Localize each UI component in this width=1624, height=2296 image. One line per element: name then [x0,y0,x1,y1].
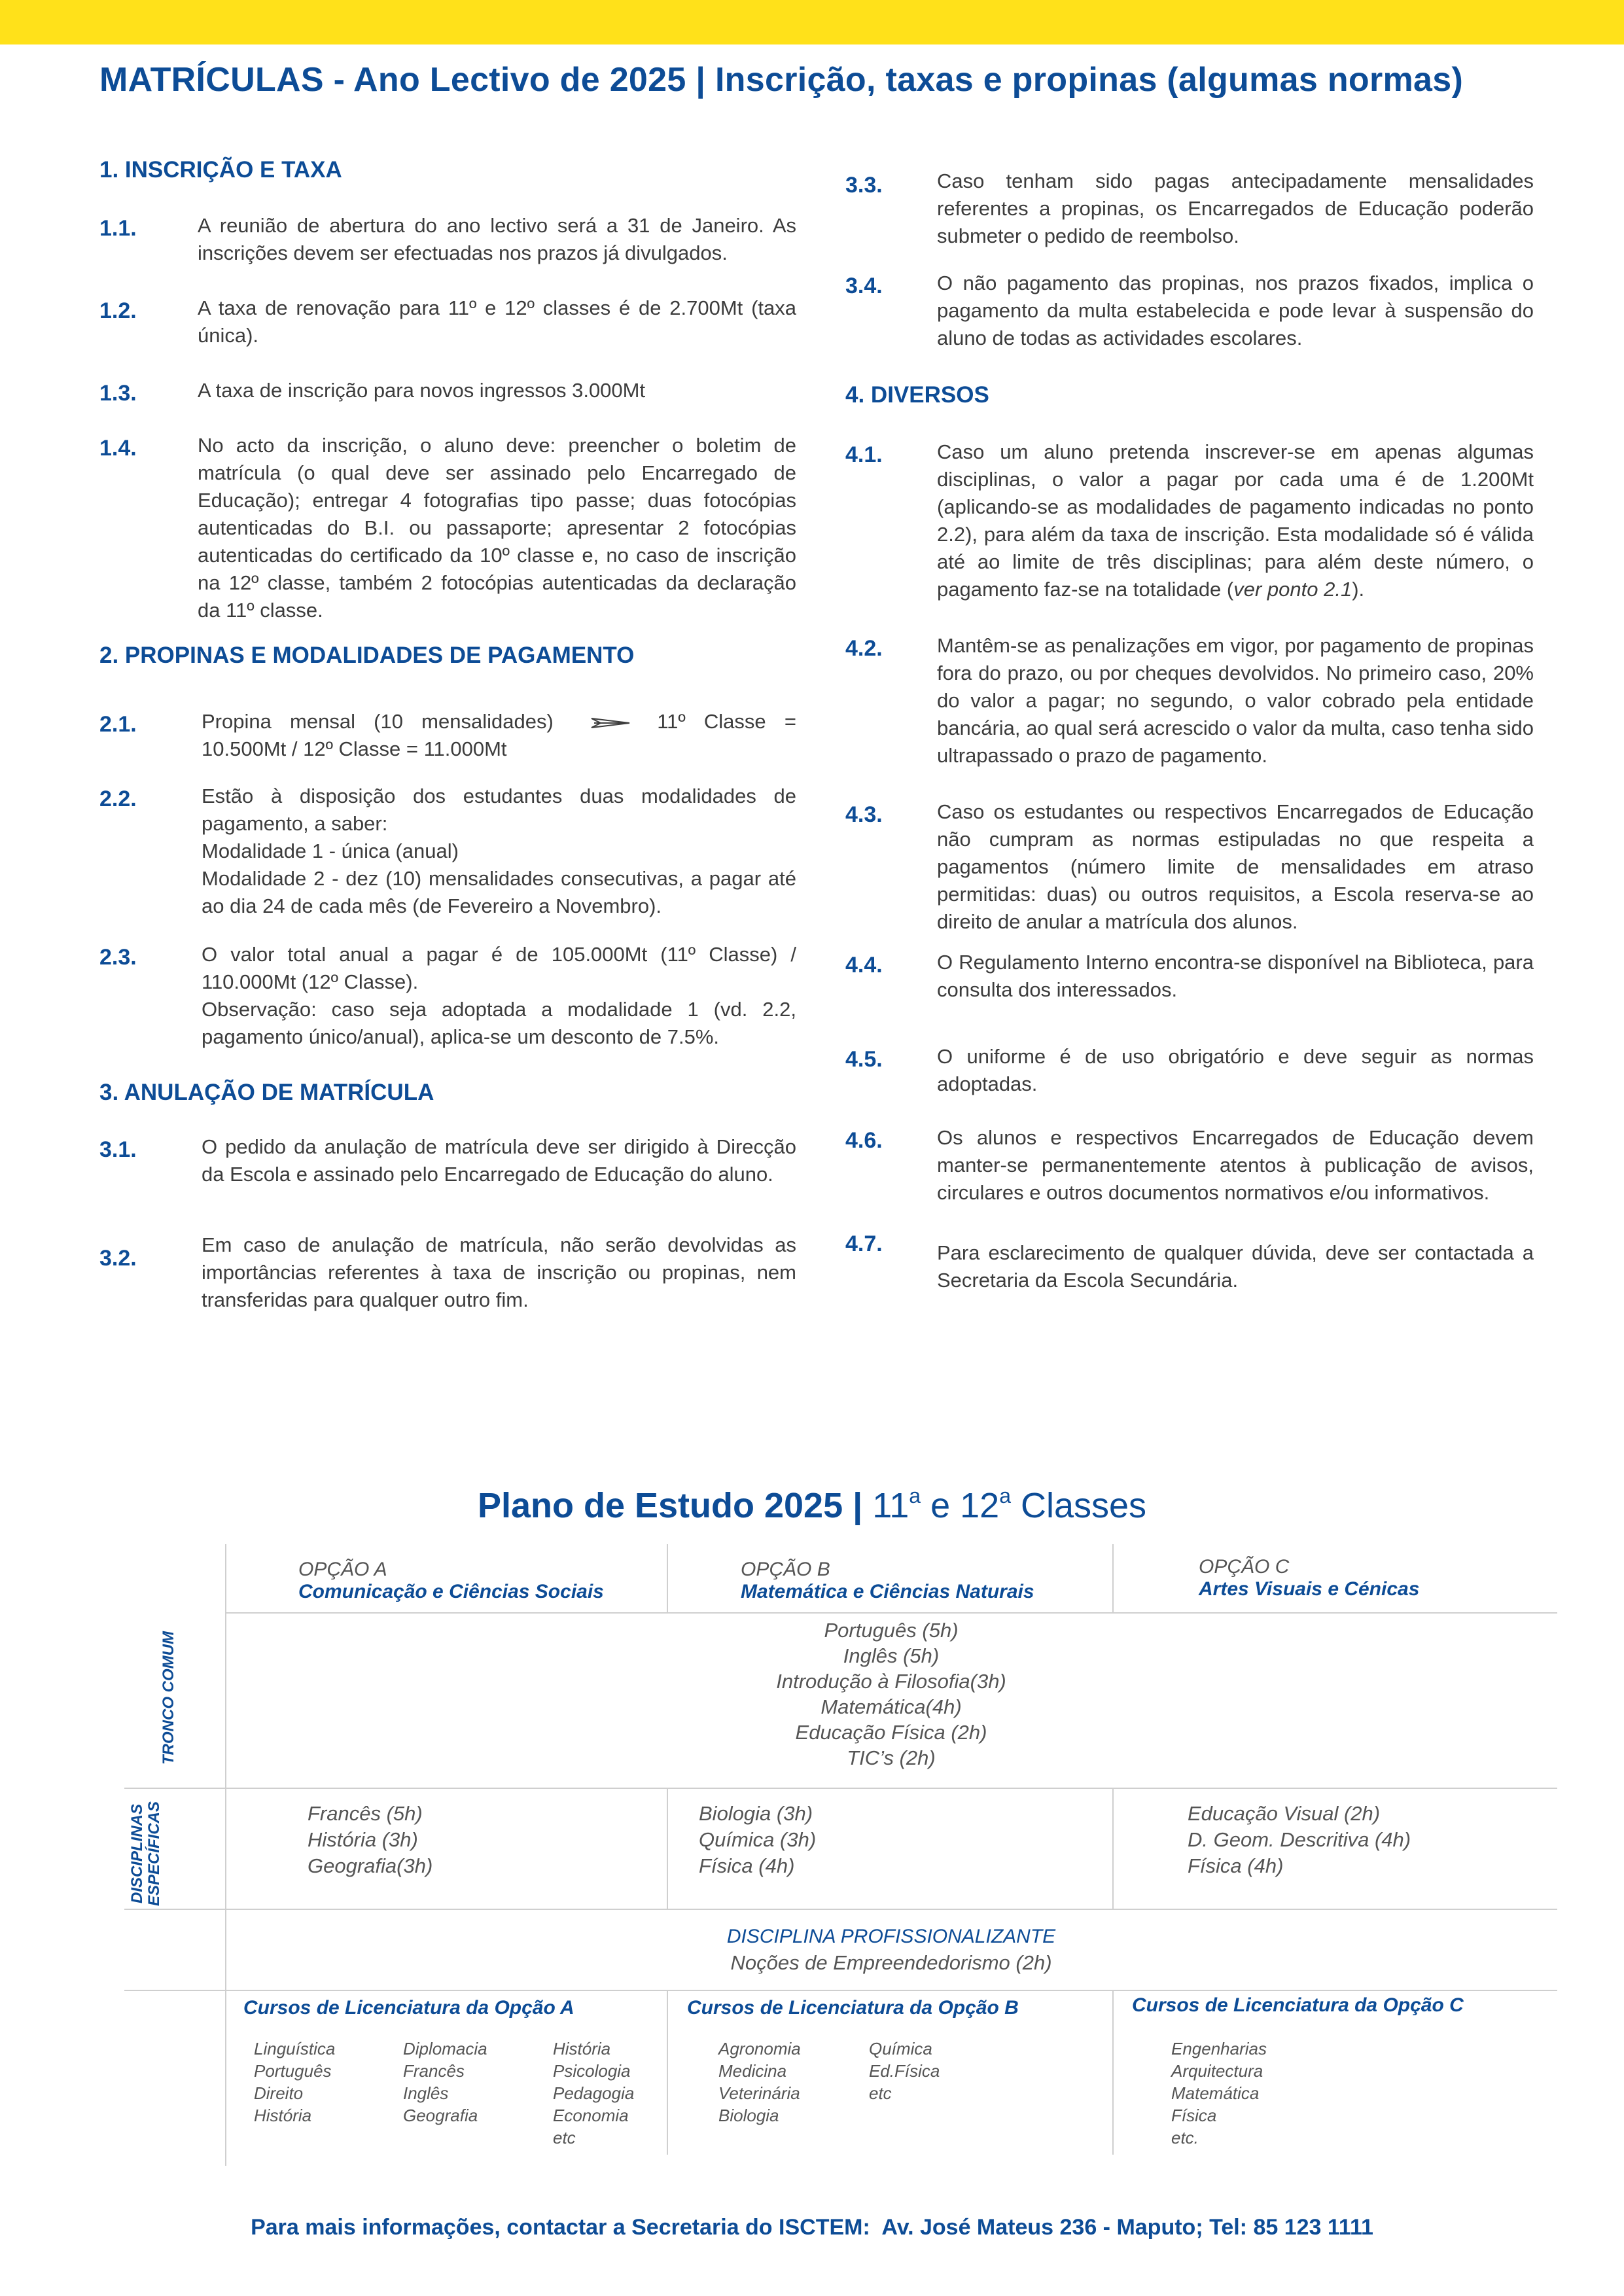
item-text: Caso um aluno pretenda inscrever-se em apenas algumas disciplinas, o valor a pagar por cada uma é de 1.200Mt (aplicando-se as modalidades de pagamento indicadas no ponto 2.2), para além da taxa de inscrição. Esta modalidade só é válida até ao limite de três disciplinas; para além deste número, o pagamento faz-se na totalidade ( [937,440,1534,601]
subject: Educação Visual (2h) [1188,1802,1381,1825]
item-text: A taxa de renovação para 11º e 12º classes é de 2.700Mt (taxa única). [198,296,796,347]
courses-a-col-2 [403,2038,487,2127]
prof-subject: Noções de Empreendedorismo (2h) [730,1951,1052,1974]
item-text: O pedido da anulação de matrícula deve ser dirigido à Direcção da Escola e assinado pelo Encarregado de Educação do aluno. [202,1135,796,1186]
subject: Biologia (3h) [699,1802,813,1825]
plan-title [0,1485,1624,1526]
item-4-2 [845,632,1534,769]
course: Economia [553,2106,629,2125]
subject: Inglês (5h) [843,1644,940,1667]
item-text-b: 11º Classe = 10.500Mt / 12º Classe = 11.000Mt [202,710,796,760]
item-text: Para esclarecimento de qualquer dúvida, deve ser contactada a Secretaria da Escola Secundária. [937,1241,1534,1292]
course: Direito [254,2083,304,2103]
plan-title-sep: | [843,1486,873,1525]
grid-line [667,1544,668,1612]
item-text: Caso tenham sido pagas antecipadamente mensalidades referentes a propinas, os Encarregados de Educação poderão submeter o pedido de reembolso. [937,169,1534,247]
item-text: O Regulamento Interno encontra-se disponível na Biblioteca, para consulta dos interessados. [937,951,1534,1001]
course: Veterinária [718,2083,800,2103]
course: Agronomia [718,2039,801,2058]
course: Medicina [718,2061,787,2081]
item-number: 3.4. [845,274,883,298]
course: Geografia [403,2106,478,2125]
item-text: O uniforme é de uso obrigatório e deve seguir as normas adoptadas. [937,1045,1534,1095]
item-number: 4.3. [845,802,883,827]
item-1-2 [99,294,796,349]
course: Física [1171,2106,1217,2125]
item-4-3 [845,798,1534,936]
course: Biologia [718,2106,779,2125]
plan-title-sup-1: a [909,1484,921,1508]
courses-a-title: Cursos de Licenciatura da Opção A [243,1997,574,2019]
item-4-7 [845,1231,1534,1294]
course: Arquitectura [1171,2061,1263,2081]
course: Linguística [254,2039,336,2058]
item-text: Em caso de anulação de matrícula, não serão devolvidas as importâncias referentes à taxa de inscrição ou propinas, nem transferidas para qualquer outro fim. [202,1233,796,1311]
option-name: Artes Visuais e Cénicas [1199,1578,1420,1600]
course: Inglês [403,2083,449,2103]
item-text-a: Propina mensal (10 mensalidades) [202,710,554,733]
item-line-2: Modalidade 1 - única (anual) [202,839,459,862]
item-2-1 [99,708,796,763]
item-2-3 [99,941,796,1051]
item-1-1 [99,212,796,267]
item-text: Caso os estudantes ou respectivos Encarregados de Educação não cumpram as normas estipuladas no que respeita a pagamentos (número limite de mensalidades em atraso permitidas: duas) ou outros requisitos, a Escola reserva-se ao direito de anular a matrícula dos alunos. [937,800,1534,933]
label-line-2: ESPECÍFICAS [145,1801,163,1907]
item-number: 4.5. [845,1047,883,1072]
option-a-header [298,1559,604,1603]
item-number: 4.7. [845,1231,883,1256]
item-number: 4.2. [845,636,883,661]
plan-title-bold: Plano de Estudo 2025 [477,1486,843,1525]
courses-a-col-3 [553,2038,634,2149]
course: etc [869,2083,892,2103]
grid-line [124,1990,1557,1991]
item-text: Mantêm-se as penalizações em vigor, por pagamento de propinas fora do prazo, ou por cheques devolvidos. No primeiro caso, 20% do valor a pagar; no segundo, o valor cobrado pela entidade bancária, ao qual será acrescido o valor da multa, caso tenha sido ultrapassado o prazo de pagamento. [937,634,1534,767]
option-label: OPÇÃO A [298,1559,387,1580]
courses-c-title: Cursos de Licenciatura da Opção C [1132,1994,1464,2016]
item-4-6 [845,1124,1534,1207]
course: Engenharias [1171,2039,1267,2058]
course: Pedagogia [553,2083,635,2103]
item-line-2: Observação: caso seja adoptada a modalidade 1 (vd. 2.2, pagamento único/anual), aplica-se um desconto de 7.5%. [202,998,796,1048]
course: Diplomacia [403,2039,487,2058]
item-line-3: Modalidade 2 - dez (10) mensalidades consecutivas, a pagar até ao dia 24 de cada mês (de Fevereiro a Novembro). [202,867,796,917]
section-heading-4: 4. DIVERSOS [845,382,989,408]
plan-title-classes: Classes [1011,1486,1147,1525]
grid-line [124,1909,1557,1910]
item-text: O não pagamento das propinas, nos prazos fixados, implica o pagamento da multa estabelecida e pode levar à suspensão do aluno de todas as actividades escolares. [937,272,1534,349]
course: História [254,2106,312,2125]
item-text: O valor total anual a pagar é de 105.000Mt (11º Classe) / 110.000Mt (12º Classe). [202,943,796,993]
grid-line [667,1789,668,1909]
item-4-4 [845,949,1534,1004]
item-3-2 [99,1231,796,1314]
item-number: 1.3. [99,381,137,406]
plan-title-class-12: e 12 [921,1486,1000,1525]
item-number: 4.1. [845,442,883,467]
section-heading-2: 2. PROPINAS E MODALIDADES DE PAGAMENTO [99,643,635,668]
disciplinas-especificas-label [129,1795,166,1913]
subject: Educação Física (2h) [795,1721,987,1744]
subject: TIC’s (2h) [847,1746,936,1769]
subject: Física (4h) [699,1854,795,1877]
subject: Português (5h) [824,1619,959,1642]
grid-line [1112,1991,1114,2155]
subject: Física (4h) [1188,1854,1284,1877]
subject: Geografia(3h) [308,1854,433,1877]
item-number: 1.4. [99,436,137,461]
course: História [553,2039,611,2058]
item-text-tail: ). [1352,578,1365,601]
label-line-1: DISCIPLINAS [128,1804,146,1904]
top-banner [0,0,1624,44]
especificas-option-a [308,1801,432,1879]
option-label: OPÇÃO C [1199,1556,1290,1578]
item-number: 1.1. [99,216,137,241]
grid-line [225,1612,1557,1614]
course: Química [869,2039,932,2058]
item-4-1 [845,438,1534,603]
item-1-3 [99,377,796,404]
subject: História (3h) [308,1828,418,1851]
subject: Matemática(4h) [821,1695,962,1718]
section-heading-3: 3. ANULAÇÃO DE MATRÍCULA [99,1080,434,1105]
course: Psicologia [553,2061,631,2081]
tronco-comum-list [225,1617,1557,1771]
subject: Química (3h) [699,1828,817,1851]
item-number: 4.4. [845,953,883,978]
plan-title-class-11: 11 [872,1486,909,1525]
courses-b-title: Cursos de Licenciatura da Opção B [687,1997,1019,2019]
item-4-5 [845,1043,1534,1098]
item-text-italic: ver ponto 2.1 [1233,578,1352,601]
course: Ed.Física [869,2061,940,2081]
footer-contact: Para mais informações, contactar a Secretaria do ISCTEM: Av. José Mateus 236 - Maputo; Tel: 85 123 1111 [251,2215,1373,2240]
item-number: 2.1. [99,712,137,737]
item-number: 2.2. [99,786,137,811]
courses-c-col-1 [1171,2038,1267,2149]
option-label: OPÇÃO B [741,1559,830,1580]
arrow-icon [590,716,632,730]
course: Francês [403,2061,465,2081]
course: etc [553,2128,576,2147]
left-column [99,157,796,1314]
item-number: 3.1. [99,1137,137,1162]
item-3-1 [99,1133,796,1188]
item-2-2 [99,783,796,920]
courses-b-col-1 [718,2038,801,2127]
item-text: A reunião de abertura do ano lectivo será a 31 de Janeiro. As inscrições devem ser efectuadas nos prazos já divulgados. [198,214,796,264]
option-name: Matemática e Ciências Naturais [741,1581,1034,1602]
option-c-header [1199,1556,1419,1600]
grid-line [667,1991,668,2155]
course: etc. [1171,2128,1199,2147]
subject: Francês (5h) [308,1802,423,1825]
item-text: No acto da inscrição, o aluno deve: preencher o boletim de matrícula (o qual deve ser assinado pelo Encarregado de Educação); entregar 4 fotografias tipo passe; duas fotocópias autenticadas do B.I. ou passaporte; apresentar 2 fotocópias autenticadas do certificado da 10º classe e, no caso de inscrição na 12º classe, também 2 fotocópias autenticadas da declaração da 11º classe. [198,434,796,622]
item-number: 1.2. [99,298,137,323]
item-text: Estão à disposição dos estudantes duas modalidades de pagamento, a saber: [202,785,796,835]
especificas-option-b [699,1801,816,1879]
item-text: Os alunos e respectivos Encarregados de Educação devem manter-se permanentemente atentos à publicação de avisos, circulares e outros documentos normativos e/ou informativos. [937,1126,1534,1204]
item-number: 4.6. [845,1128,883,1153]
right-column [845,168,1534,1294]
subject: Introdução à Filosofia(3h) [776,1670,1006,1693]
course: Português [254,2061,332,2081]
grid-line [1112,1544,1114,1612]
grid-line [124,1788,1557,1789]
page-title: MATRÍCULAS - Ano Lectivo de 2025 | Inscrição, taxas e propinas (algumas normas) [99,61,1464,99]
tronco-comum-label: TRONCO COMUM [160,1631,177,1765]
item-3-4 [845,270,1534,352]
subject: D. Geom. Descritiva (4h) [1188,1828,1411,1851]
prof-title: DISCIPLINA PROFISSIONALIZANTE [726,1926,1056,1947]
option-name: Comunicação e Ciências Sociais [298,1581,604,1602]
item-number: 2.3. [99,945,137,970]
item-3-3 [845,168,1534,250]
item-text: A taxa de inscrição para novos ingressos 3.000Mt [198,379,646,402]
section-heading-1: 1. INSCRIÇÃO E TAXA [99,157,342,183]
item-1-4 [99,432,796,624]
courses-a-col-1 [254,2038,335,2127]
grid-line [1112,1789,1114,1909]
course: Matemática [1171,2083,1260,2103]
courses-b-col-2 [869,2038,940,2104]
option-b-header [741,1559,1034,1603]
plan-title-sup-2: a [999,1484,1011,1508]
especificas-option-c [1188,1801,1411,1879]
item-number: 3.3. [845,173,883,198]
disciplina-profissionalizante [225,1924,1557,1976]
item-number: 3.2. [99,1246,137,1271]
